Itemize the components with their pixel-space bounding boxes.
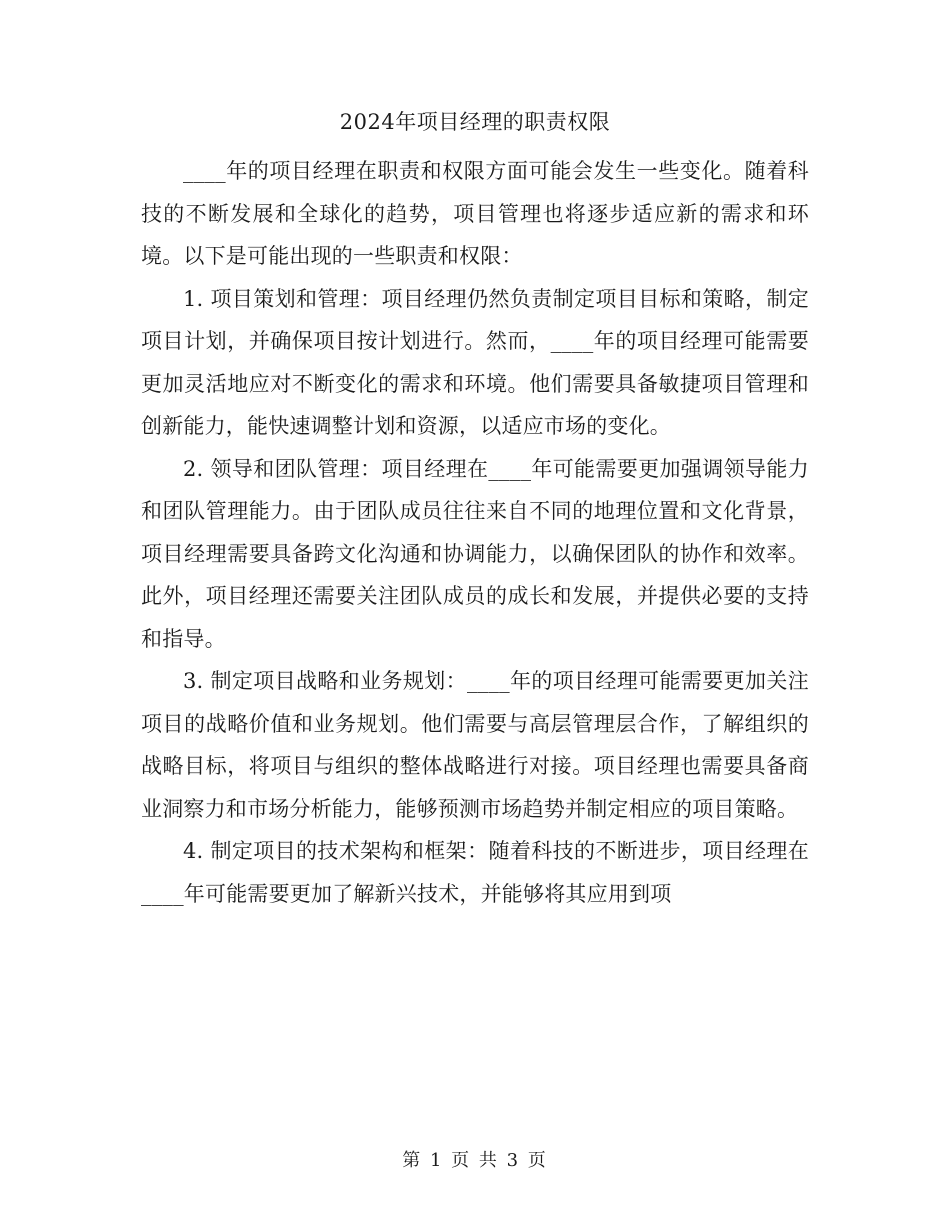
paragraph-item-4: 4. 制定项目的技术架构和框架：随着科技的不断进步，项目经理在____年可能需要更加了解新兴技术，并能够将其应用到项 <box>141 839 809 906</box>
paragraph-item-1: 1. 项目策划和管理：项目经理仍然负责制定项目目标和策略，制定项目计划，并确保项目按计划进行。然而，____年的项目经理可能需要更加灵活地应对不断变化的需求和环境。他们需要具备敏捷项目管理和创新能力，能快速调整计划和资源，以适应市场的变化。 <box>141 286 809 438</box>
page-footer: 第 1 页 共 3 页 <box>402 1150 548 1171</box>
document-title: 2024年项目经理的职责权限 <box>339 110 611 134</box>
paragraph-item-2: 2. 领导和团队管理：项目经理在____年可能需要更加强调领导能力和团队管理能力。由于团队成员往往来自不同的地理位置和文化背景，项目经理需要具备跨文化沟通和协调能力，以确保团队的协作和效率。此外，项目经理还需要关注团队成员的成长和发展，并提供必要的支持和指导。 <box>141 456 809 651</box>
intro-paragraph: ____年的项目经理在职责和权限方面可能会发生一些变化。随着科技的不断发展和全球化的趋势，项目管理也将逐步适应新的需求和环境。以下是可能出现的一些职责和权限： <box>141 159 809 268</box>
paragraph-item-3: 3. 制定项目战略和业务规划：____年的项目经理可能需要更加关注项目的战略价值和业务规划。他们需要与高层管理层合作，了解组织的战略目标，将项目与组织的整体战略进行对接。项目经理也需要具备商业洞察力和市场分析能力，能够预测市场趋势并制定相应的项目策略。 <box>141 669 809 821</box>
document-body <box>141 150 809 915</box>
